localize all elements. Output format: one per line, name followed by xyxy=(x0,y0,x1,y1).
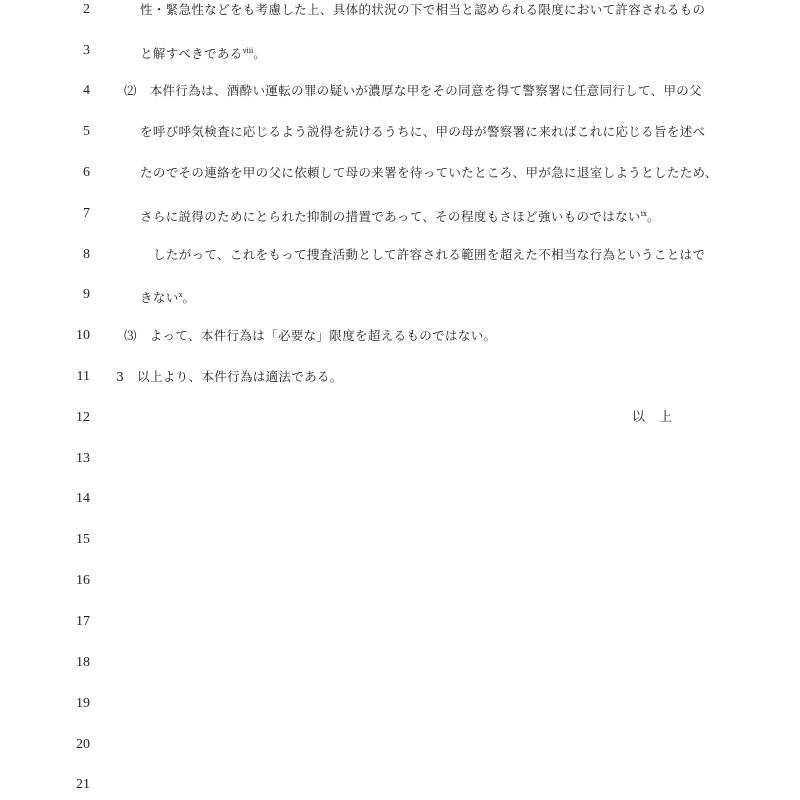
line-text: と解すべきである$^{viii}$。 xyxy=(140,46,267,61)
line-2 xyxy=(0,0,800,25)
line-number: 19 xyxy=(76,696,90,711)
line-text: ⑵ 本件行為は、酒酔い運転の罪の疑いが濃厚な甲をその同意を得て警察署に任意同行して、甲の父 xyxy=(124,83,703,98)
line-text: 3 以上より、本件行為は適法である。 xyxy=(116,369,343,384)
line-7 xyxy=(0,199,800,229)
line-12 xyxy=(0,403,800,433)
line-14 xyxy=(0,484,800,514)
line-17 xyxy=(0,607,800,637)
line-6 xyxy=(0,158,800,188)
line-number: 7 xyxy=(83,206,90,221)
line-number: 2 xyxy=(83,2,90,17)
line-11 xyxy=(0,362,800,392)
line-number: 8 xyxy=(83,247,90,262)
line-8 xyxy=(0,240,800,270)
line-number: 10 xyxy=(76,328,90,343)
line-19 xyxy=(0,689,800,719)
line-number: 20 xyxy=(76,737,90,752)
line-10 xyxy=(0,321,800,351)
closing-mark: 以上 xyxy=(631,410,686,425)
endnote-ref[interactable]: x xyxy=(178,291,183,299)
line-number: 13 xyxy=(76,451,90,466)
line-number: 17 xyxy=(76,614,90,629)
line-5 xyxy=(0,117,800,147)
line-text: を呼び呼気検査に応じるよう説得を続けるうちに、甲の母が警察署に来ればこれに応じる旨を述べ xyxy=(140,124,706,139)
endnote-ref[interactable]: ix xyxy=(640,210,647,218)
line-number: 16 xyxy=(76,573,90,588)
line-text: 性・緊急性などをも考慮した上、具体的状況の下で相当と認められる限度において許容されるもの xyxy=(140,2,706,17)
line-number: 6 xyxy=(83,165,90,180)
line-number: 15 xyxy=(76,532,90,547)
line-9 xyxy=(0,280,800,310)
line-3 xyxy=(0,36,800,66)
line-18 xyxy=(0,648,800,678)
line-number: 21 xyxy=(76,777,90,792)
line-number: 3 xyxy=(83,43,90,58)
line-21 xyxy=(0,770,800,800)
line-20 xyxy=(0,730,800,760)
line-text: したがって、これをもって捜査活動として許容される範囲を超えた不相当な行為ということはで xyxy=(153,247,706,262)
line-number: 5 xyxy=(83,124,90,139)
line-13 xyxy=(0,444,800,474)
line-number: 4 xyxy=(83,83,90,98)
line-number: 9 xyxy=(83,287,90,302)
line-4 xyxy=(0,76,800,106)
line-text: さらに説得のためにとられた抑制の措置であって、その程度もさほど強いものではない$^{ix}$。 xyxy=(140,209,660,224)
line-15 xyxy=(0,525,800,555)
line-number: 14 xyxy=(76,491,90,506)
line-number: 18 xyxy=(76,655,90,670)
line-number: 12 xyxy=(76,410,90,425)
line-text: たのでその連絡を甲の父に依頼して母の来署を待っていたところ、甲が急に退室しようとしたため、 xyxy=(140,165,718,180)
line-number: 11 xyxy=(76,369,90,384)
endnote-ref[interactable]: viii xyxy=(242,47,254,55)
line-text: きない$^x$。 xyxy=(140,290,196,305)
line-text: ⑶ よって、本件行為は「必要な」限度を超えるものではない。 xyxy=(124,328,497,343)
line-16 xyxy=(0,566,800,596)
